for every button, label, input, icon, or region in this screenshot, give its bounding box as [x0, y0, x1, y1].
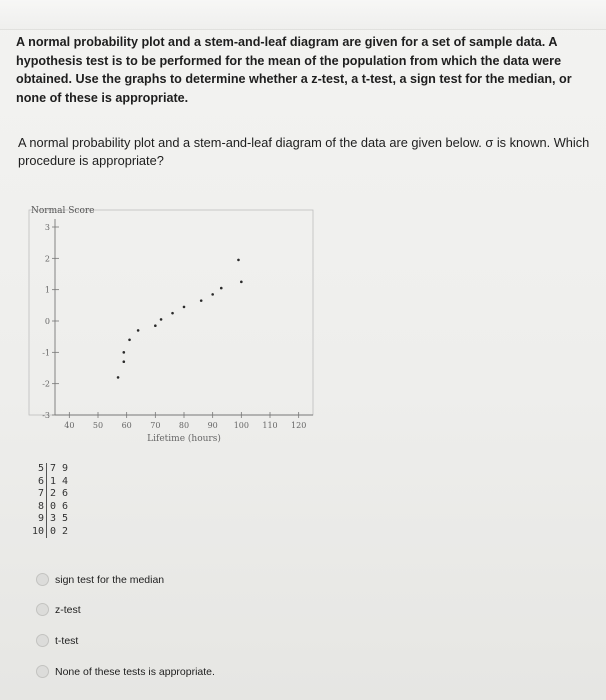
stem-leaf-row: [31, 513, 68, 526]
radio-button[interactable]: [36, 603, 49, 616]
data-point: [200, 299, 203, 302]
x-tick-label: 80: [178, 421, 190, 430]
x-tick-label: 90: [207, 421, 218, 430]
stem: 6: [31, 476, 47, 489]
top-bar: [0, 0, 606, 30]
radio-button[interactable]: [36, 573, 49, 586]
option-none[interactable]: [36, 665, 215, 678]
x-tick-label: 100: [233, 421, 249, 430]
top-divider: [0, 29, 606, 30]
x-tick-label: 120: [291, 421, 307, 430]
leaves: 7 9: [50, 463, 69, 474]
data-point: [237, 259, 240, 262]
stem: 5: [31, 463, 47, 476]
data-point: [160, 318, 163, 321]
y-tick-label: 3: [44, 223, 50, 232]
option-label: None of these tests is appropriate.: [55, 665, 215, 678]
y-tick-label: -2: [42, 379, 50, 389]
option-label: sign test for the median: [55, 573, 165, 586]
leaves: 0 6: [50, 500, 69, 512]
stem: 7: [31, 488, 47, 501]
option-t-test[interactable]: [36, 634, 78, 647]
stem-leaf-row: [31, 488, 68, 501]
y-tick-label: 1: [44, 285, 50, 295]
data-point: [183, 306, 186, 309]
data-point: [123, 351, 126, 354]
radio-button[interactable]: [36, 634, 49, 647]
leaves: 0 2: [50, 525, 69, 537]
option-label: t-test: [55, 634, 79, 647]
stem-leaf-row: [31, 463, 68, 476]
x-tick-label: 110: [262, 421, 278, 430]
question-intro: A normal probability plot and a stem-and-leaf diagram are given for a set of sample data. A hypothesis test is to be performed for the mean of the population from which the data were obtained. Use the graphs to determine whether a z-test, a t-test, a sign test for the median, or none of these is appropriate.: [16, 35, 572, 105]
x-tick-label: 60: [121, 421, 132, 430]
y-axis-label: Normal Score: [31, 206, 95, 216]
stem-leaf-row: [31, 501, 68, 514]
stem: 9: [31, 513, 47, 526]
stem: 10: [31, 526, 47, 539]
stem-leaf-row: [31, 526, 68, 539]
x-tick-label: 70: [150, 421, 161, 430]
y-tick-label: 0: [44, 317, 50, 326]
option-label: z-test: [55, 603, 81, 616]
data-point: [123, 360, 126, 363]
radio-button[interactable]: [36, 665, 49, 678]
x-tick-label: 50: [92, 421, 104, 430]
leaves: 3 5: [50, 513, 69, 524]
question-prompt: A normal probability plot and a stem-and-leaf diagram of the data are given below. σ is known. Which procedure is appropriate?: [18, 135, 590, 169]
normal-probability-plot: [28, 200, 318, 450]
x-axis-label: Lifetime (hours): [147, 434, 221, 444]
y-tick-label: 2: [44, 254, 50, 264]
data-point: [137, 329, 140, 332]
plot-frame: [29, 210, 313, 415]
stem-leaf-row: [31, 476, 68, 489]
option-z-test[interactable]: [36, 603, 81, 616]
data-point: [171, 312, 174, 315]
y-tick-label: -1: [42, 348, 50, 358]
data-point: [128, 339, 131, 342]
data-point: [240, 281, 243, 284]
data-point: [154, 324, 157, 327]
x-tick-label: 40: [64, 421, 75, 430]
stem: 8: [31, 501, 47, 514]
leaves: 1 4: [50, 475, 69, 487]
data-point: [220, 287, 223, 290]
y-tick-label: -3: [42, 411, 50, 420]
leaves: 2 6: [50, 488, 69, 499]
data-point: [117, 376, 120, 379]
plot-svg: [28, 200, 318, 450]
option-sign-test[interactable]: [36, 573, 164, 586]
stem-and-leaf-diagram: [31, 463, 68, 538]
data-point: [211, 293, 214, 296]
